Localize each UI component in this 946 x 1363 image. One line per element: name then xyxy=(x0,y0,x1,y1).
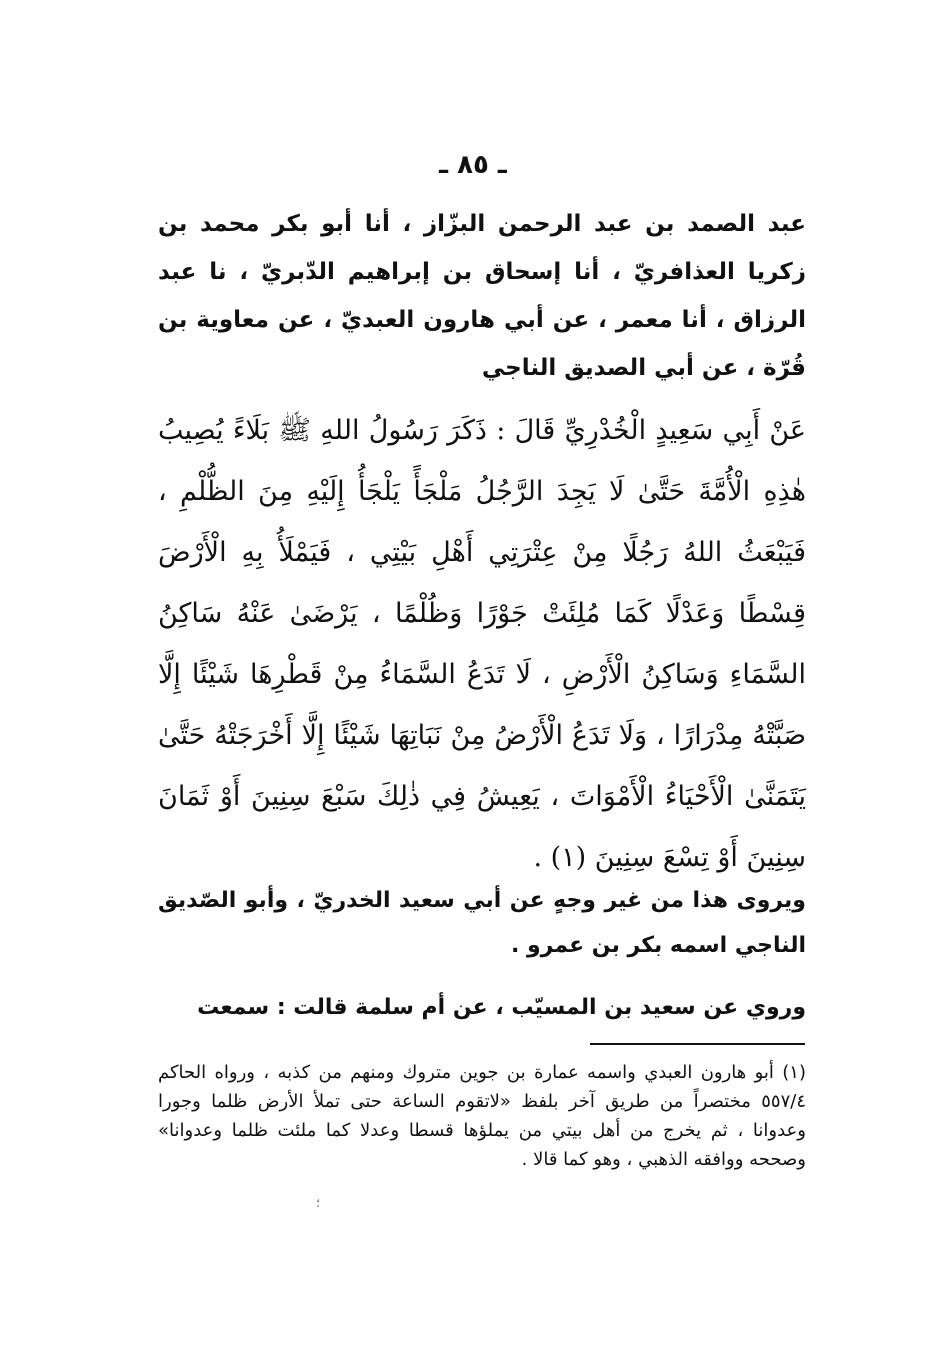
commentary-paragraph: ويروى هذا من غير وجهٍ عن أبي سعيد الخدريّ ، وأبو الصّديق الناجي اسمه بكر بن عمرو . xyxy=(158,888,806,958)
stray-mark: ؛ xyxy=(316,1196,320,1210)
footnote-divider xyxy=(590,1043,805,1045)
hadith-text: عَنْ أَبِي سَعِيدٍ الْخُدْرِيِّ قَالَ : ذَكَرَ رَسُولُ اللهِ ﷺ بَلَاءً يُصِيبُ هٰذِهِ الْأُمَّةَ حَتَّىٰ لَا يَجِدَ الرَّجُلُ مَلْجَأً يَلْجَأُ إِلَيْهِ مِنَ الظُّلْمِ ، فَيَبْعَثُ اللهُ رَجُلًا مِنْ عِتْرَتِي أَهْلِ بَيْتِي ، فَيَمْلَأُ بِهِ الْأَرْضَ قِسْطًا وَعَدْلًا كَمَا مُلِئَتْ جَوْرًا وَظُلْمًا ، يَرْضَىٰ عَنْهُ سَاكِنُ السَّمَاءِ وَسَاكِنُ الْأَرْضِ ، لَا تَدَعُ السَّمَاءُ مِنْ قَطْرِهَا شَيْئًا إِلَّا صَبَّتْهُ مِدْرَارًا ، وَلَا تَدَعُ الْأَرْضُ مِنْ نَبَاتِهَا شَيْئًا إِلَّا أَخْرَجَتْهُ حَتَّىٰ يَتَمَنَّىٰ الْأَحْيَاءُ الْأَمْوَاتَ ، يَعِيشُ فِي ذٰلِكَ سَبْعَ سِنِينَ أَوْ ثَمَانَ سِنِينَ أَوْ تِسْعَ سِنِينَ (١) . xyxy=(158,415,806,873)
narration-continuation: وروي عن سعيد بن المسيّب ، عن أم سلمة قالت : سمعت xyxy=(197,995,806,1020)
footnote: (١) أبو هارون العبدي واسمه عمارة بن جوين متروك ومنهم من كذبه ، ورواه الحاكم ٥٥٧/٤ مختصراً من طريق آخر بلفظ «لاتقوم الساعة حتى تملأ الأرض ظلما وجورا وعدوانا ، ثم يخرج من أهل بيتي من يملؤها قسطا وعدلا كما ملئت ظلما وعدوانا» وصححه ووافقه الذهبي ، وهو كما قالا . xyxy=(158,1062,806,1170)
page-number: ـ ٨٥ ـ xyxy=(439,150,507,180)
isnad-paragraph: عبد الصمد بن عبد الرحمن البزّاز ، أنا أبو بكر محمد بن زكريا العذافريّ ، أنا إسحاق بن إبراهيم الدّبريّ ، نا عبد الرزاق ، أنا معمر ، عن أبي هارون العبديّ ، عن معاوية بن قُرّة ، عن أبي الصديق الناجي xyxy=(158,211,806,381)
